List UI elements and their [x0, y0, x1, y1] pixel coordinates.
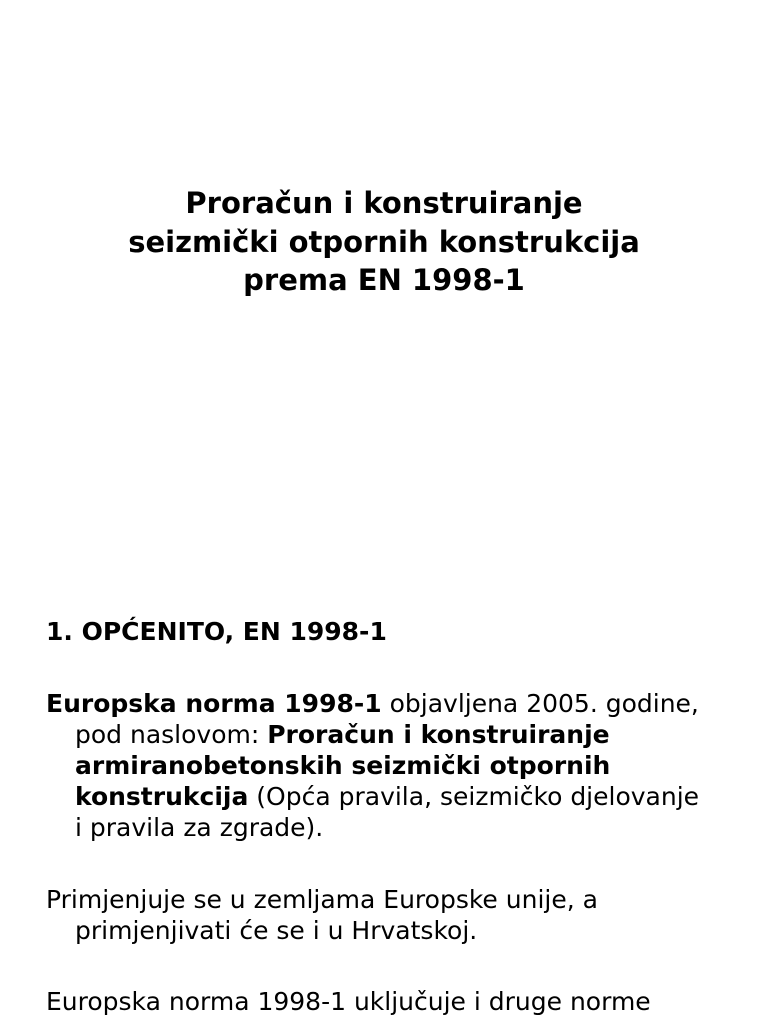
- paragraph-line: Primjenjuje se u zemljama Europske unije, a: [46, 885, 598, 914]
- title-line-2: seizmički otpornih konstrukcija: [128, 224, 640, 259]
- section-heading: 1. OPĆENITO, EN 1998-1: [46, 617, 387, 646]
- title-line-3: prema EN 1998-1: [243, 263, 525, 297]
- bold-text: konstrukcija: [75, 782, 249, 811]
- bold-text: armiranobetonskih seizmički otpornih: [75, 751, 611, 780]
- body-text: (Opća pravila, seizmičko djelovanje: [248, 782, 700, 811]
- paragraph-line: primjenjivati će se i u Hrvatskoj.: [75, 916, 478, 945]
- paragraph-line: [46, 781, 736, 812]
- bold-text: Proračun i konstruiranje: [267, 720, 610, 749]
- title-line-1: Proračun i konstruiranje: [185, 186, 583, 220]
- body-text: i pravila za zgrade).: [75, 813, 324, 842]
- paragraph-other-norms: [46, 986, 736, 1017]
- paragraph-en1998-intro: [46, 688, 736, 843]
- paragraph-line: [46, 719, 736, 750]
- bold-text: Europska norma 1998-1: [46, 689, 382, 718]
- paragraph-line: [46, 750, 736, 781]
- paragraph-line: [46, 688, 736, 719]
- body-text: pod naslovom:: [75, 720, 268, 749]
- paragraph-application: [46, 884, 736, 946]
- paragraph-line: Europska norma 1998-1 uključuje i druge norme: [46, 987, 651, 1016]
- document-title: [0, 184, 768, 300]
- body-text: objavljena 2005. godine,: [381, 689, 699, 718]
- paragraph-line: [46, 812, 736, 843]
